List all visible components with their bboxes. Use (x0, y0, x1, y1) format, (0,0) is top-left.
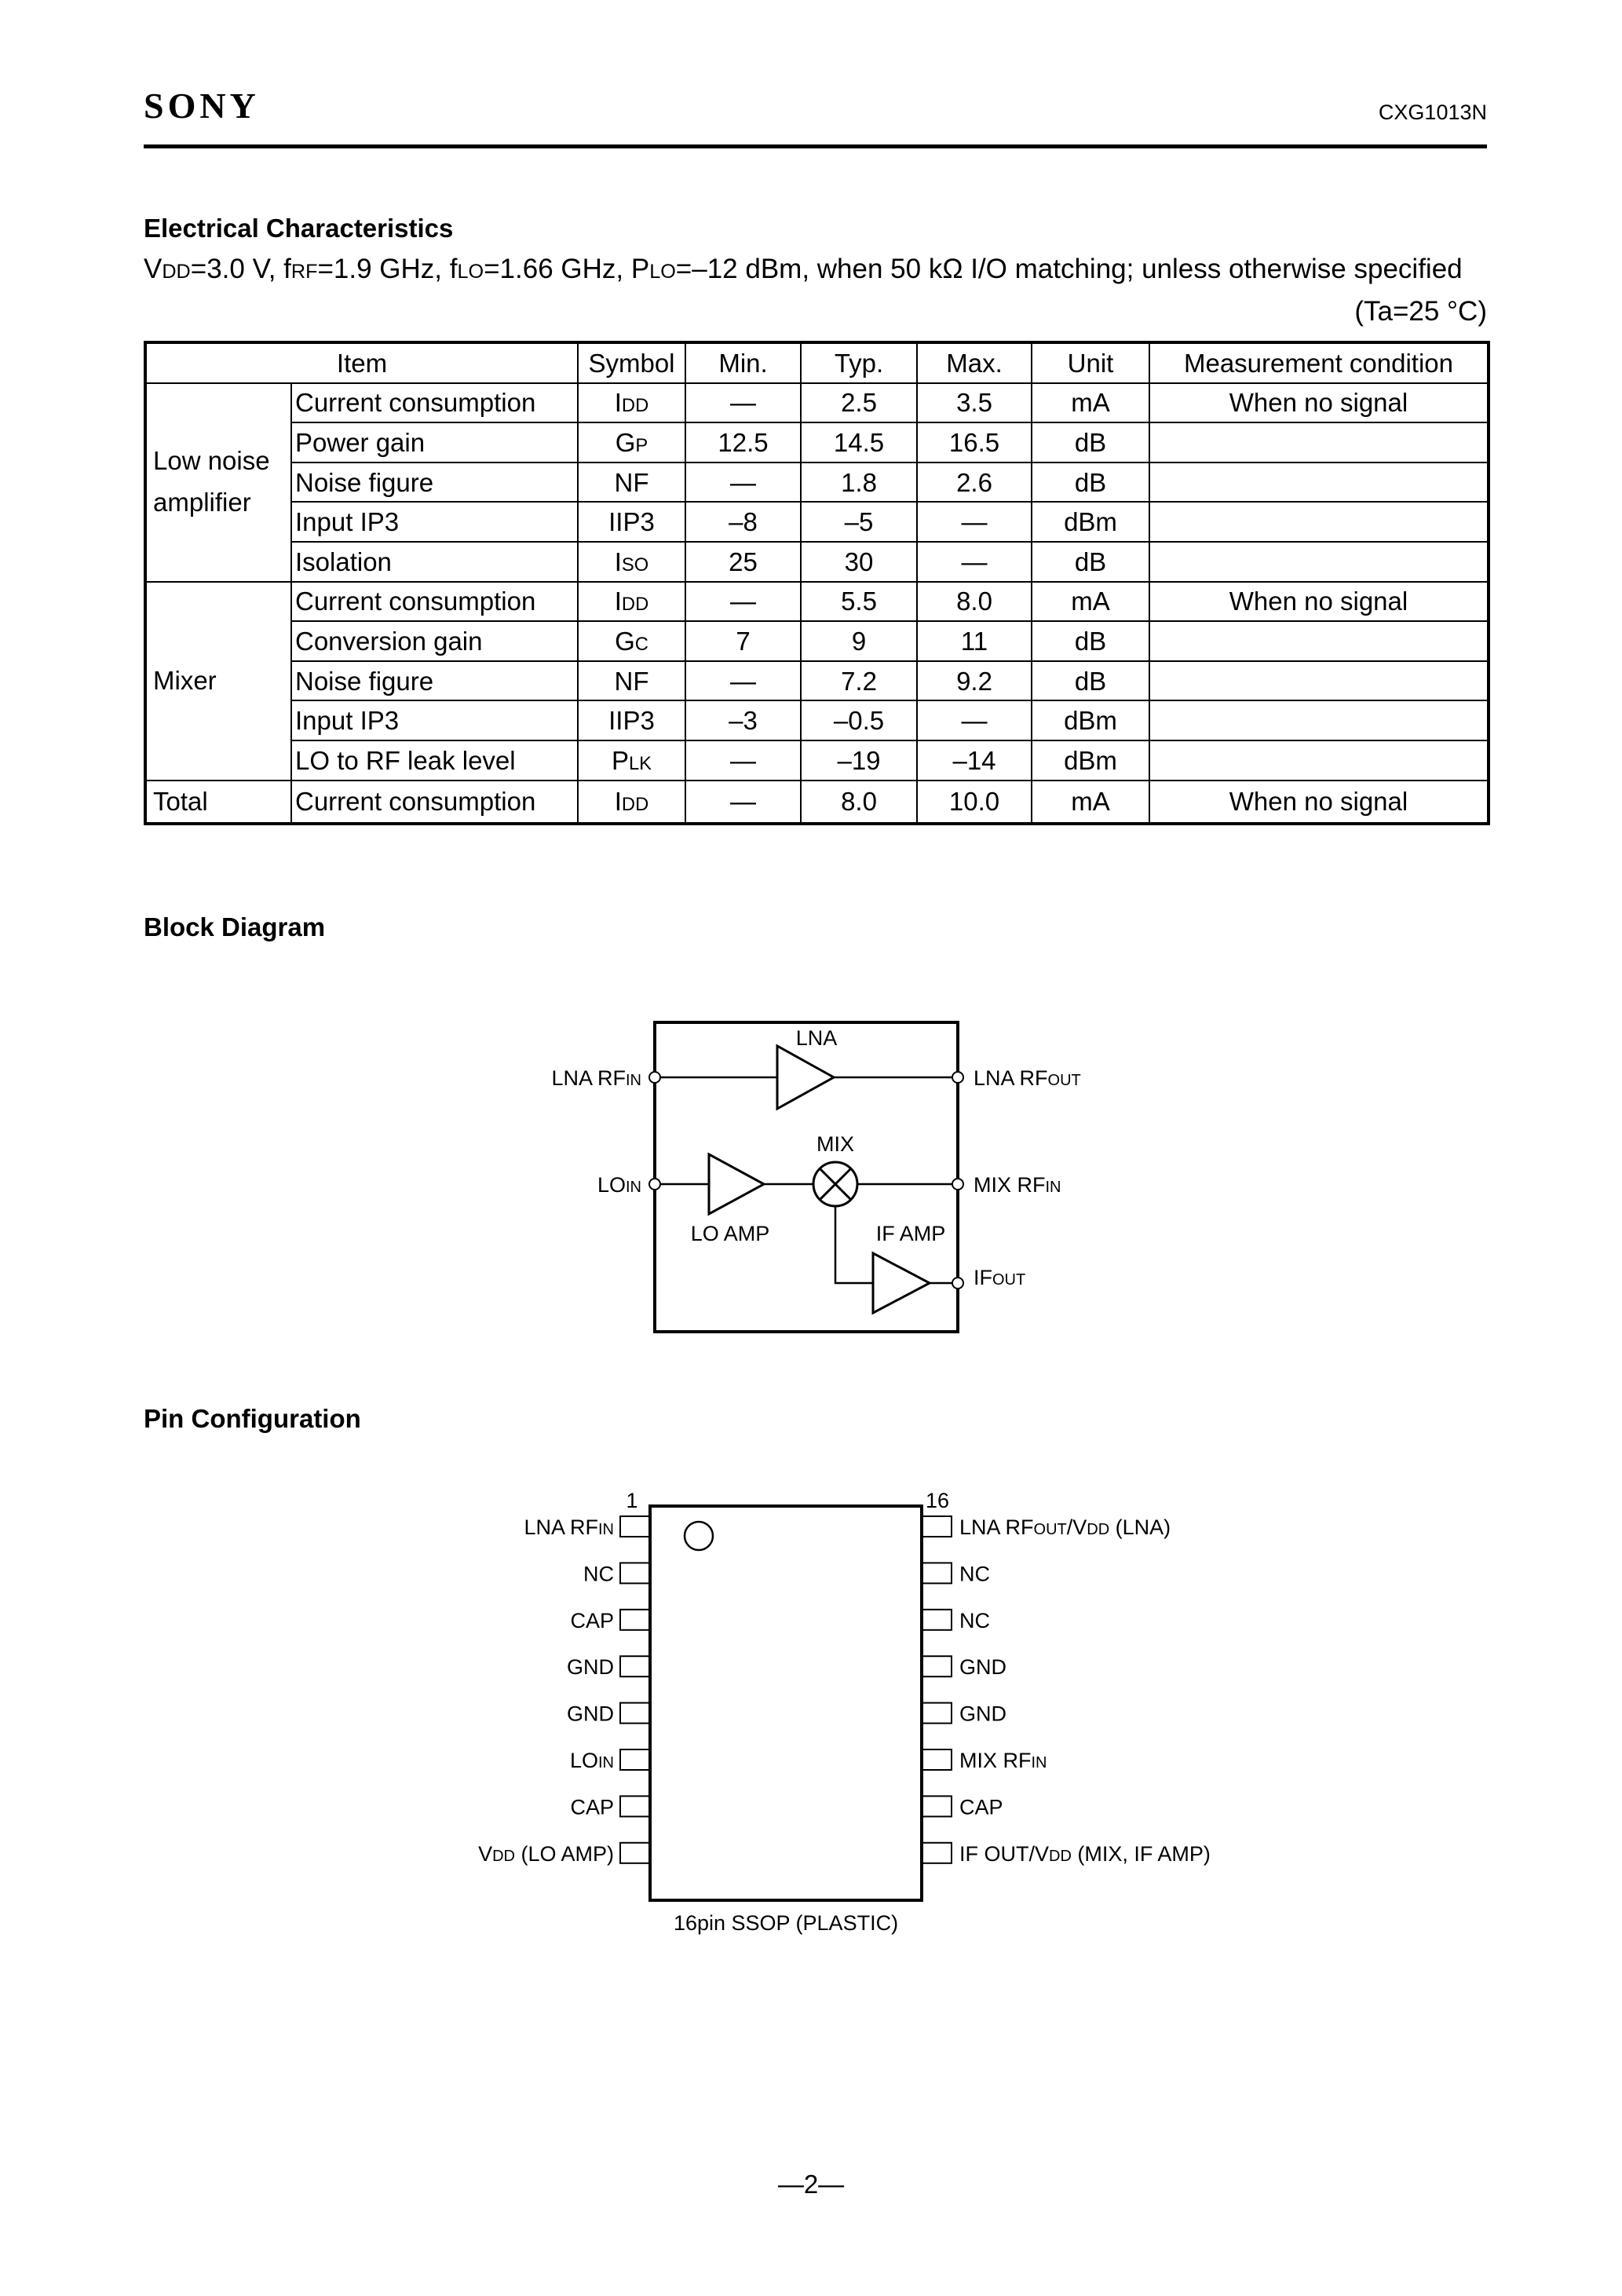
pin-label-right: NC (959, 1608, 990, 1632)
symbol-subscript: DD (621, 395, 649, 417)
test-conditions: VDD=3.0 V, fRF=1.9 GHz, fLO=1.66 GHz, PLO=–12 dBm, when 50 kΩ I/O matching; unless otherwise specified (144, 254, 1463, 284)
cell-item: Noise figure (291, 462, 578, 503)
cell-typ: 2.5 (801, 383, 917, 423)
cell-typ: 8.0 (801, 781, 917, 824)
cell-max: — (917, 542, 1032, 582)
pin-label-right: LNA RFOUT/VDD (LNA) (959, 1515, 1171, 1539)
pin-label-left: CAP (570, 1608, 614, 1632)
pin-label-left: LNA RFIN (524, 1515, 614, 1539)
header-typ: Typ. (801, 342, 917, 383)
symbol-subscript: DD (621, 594, 649, 616)
cell-unit: dB (1032, 621, 1149, 661)
symbol-subscript: DD (621, 794, 649, 816)
cell-max: 8.0 (917, 582, 1032, 622)
cell-min: — (685, 781, 801, 824)
cell-condition: When no signal (1149, 582, 1489, 622)
pin-label-right: IF OUT/VDD (MIX, IF AMP) (959, 1841, 1211, 1866)
mix-rfin-terminal (952, 1179, 963, 1190)
symbol-base: G (615, 427, 636, 457)
lna-rfin-label: LNA RFIN (551, 1066, 641, 1090)
cell-max: 2.6 (917, 462, 1032, 503)
electrical-characteristics-title: Electrical Characteristics (144, 214, 454, 243)
pin-label-right: CAP (959, 1795, 1003, 1819)
cell-max: 10.0 (917, 781, 1032, 824)
brand-logo: SONY (144, 86, 260, 126)
cell-max: –14 (917, 740, 1032, 781)
lna-label: LNA (795, 1026, 838, 1050)
cell-max: — (917, 502, 1032, 542)
mix-to-if-line (835, 1206, 873, 1283)
cell-typ: –5 (801, 502, 917, 542)
pin-label-left: GND (567, 1655, 614, 1680)
cell-min: –3 (685, 700, 801, 740)
cell-item: Input IP3 (291, 700, 578, 740)
pin-label-left: GND (567, 1702, 614, 1726)
pin-label-left: NC (583, 1562, 614, 1586)
cell-unit: dB (1032, 542, 1149, 582)
cell-max: 9.2 (917, 661, 1032, 701)
ifout-label: IFOUT (974, 1266, 1026, 1289)
lo-amp-label: LO AMP (690, 1222, 770, 1245)
pin-configuration-title: Pin Configuration (144, 1404, 361, 1433)
cell-typ: 5.5 (801, 582, 917, 622)
cell-max: 3.5 (917, 383, 1032, 423)
pin-label-right: GND (959, 1655, 1006, 1680)
cell-condition: When no signal (1149, 383, 1489, 423)
cell-min: — (685, 582, 801, 622)
header-symbol: Symbol (578, 342, 685, 383)
cell-min: 7 (685, 621, 801, 661)
cell-max: — (917, 700, 1032, 740)
page-number: —2— (777, 2170, 845, 2199)
pin16-number: 16 (925, 1489, 950, 1512)
ic-outline (655, 1022, 958, 1332)
cell-item: LO to RF leak level (291, 740, 578, 781)
if-amp-symbol (873, 1253, 930, 1313)
cell-item: Conversion gain (291, 621, 578, 661)
symbol-base: I (614, 547, 622, 576)
symbol-subscript: C (634, 633, 648, 655)
mix-rfin-label: MIX RFIN (974, 1173, 1061, 1197)
lna-rfout-terminal (952, 1072, 963, 1083)
block-diagram-title: Block Diagram (144, 912, 326, 941)
cell-unit: mA (1032, 582, 1149, 622)
header-min: Min. (685, 342, 801, 383)
loin-terminal (649, 1179, 660, 1190)
group-label-lna: Low noise amplifier (145, 383, 291, 582)
package-label: 16pin SSOP (PLASTIC) (673, 1911, 899, 1935)
if-amp-label: IF AMP (875, 1222, 946, 1245)
cell-unit: dB (1032, 462, 1149, 503)
header-item: Item (145, 342, 578, 383)
pin1-number: 1 (626, 1489, 638, 1512)
cell-typ: 30 (801, 542, 917, 582)
symbol-base: IIP3 (608, 507, 655, 537)
cell-min: — (685, 383, 801, 423)
cell-typ: 7.2 (801, 661, 917, 701)
loin-label: LOIN (597, 1173, 641, 1197)
header-unit: Unit (1032, 342, 1149, 383)
symbol-subscript: SO (621, 554, 649, 576)
pin-label-right: GND (959, 1702, 1006, 1726)
lo-amp-symbol (709, 1154, 764, 1214)
cell-item: Current consumption (291, 383, 578, 423)
cell-typ: 1.8 (801, 462, 917, 503)
symbol-base: G (615, 626, 635, 656)
cell-unit: dBm (1032, 502, 1149, 542)
pin-label-left: CAP (570, 1795, 614, 1819)
cell-typ: –0.5 (801, 700, 917, 740)
symbol-subscript: P (635, 434, 648, 456)
cell-item: Current consumption (291, 582, 578, 622)
cell-item: Noise figure (291, 661, 578, 701)
symbol-base: P (611, 745, 629, 775)
cell-unit: dBm (1032, 740, 1149, 781)
symbol-base: I (614, 388, 622, 418)
pin-label-right: MIX RFIN (959, 1749, 1047, 1772)
symbol-subscript: LK (628, 752, 652, 774)
cell-min: 12.5 (685, 422, 801, 462)
symbol-base: NF (614, 467, 649, 497)
cell-max: 11 (917, 621, 1032, 661)
cell-min: 25 (685, 542, 801, 582)
cell-min: –8 (685, 502, 801, 542)
cell-unit: dB (1032, 422, 1149, 462)
cell-min: — (685, 740, 801, 781)
cell-max: 16.5 (917, 422, 1032, 462)
cell-unit: dBm (1032, 700, 1149, 740)
cell-item: Isolation (291, 542, 578, 582)
cell-min: — (685, 462, 801, 503)
header-condition: Measurement condition (1149, 342, 1489, 383)
cell-unit: dB (1032, 661, 1149, 701)
mix-label: MIX (816, 1132, 855, 1156)
symbol-base: I (614, 587, 622, 616)
symbol-base: NF (614, 666, 649, 696)
header-max: Max. (917, 342, 1032, 383)
part-number: CXG1013N (1378, 101, 1487, 124)
cell-unit: mA (1032, 383, 1149, 423)
group-label-mixer: Mixer (145, 582, 291, 781)
cell-condition: When no signal (1149, 781, 1489, 824)
group-label-total: Total (145, 781, 291, 824)
cell-item: Power gain (291, 422, 578, 462)
cell-typ: 14.5 (801, 422, 917, 462)
pin-label-left: VDD (LO AMP) (478, 1841, 614, 1866)
ifout-terminal (952, 1278, 963, 1289)
lna-amp-symbol (777, 1046, 834, 1109)
cell-min: — (685, 661, 801, 701)
cell-typ: –19 (801, 740, 917, 781)
lna-rfin-terminal (649, 1072, 660, 1083)
ambient-temperature: (Ta=25 °C) (1354, 296, 1487, 327)
cell-unit: mA (1032, 781, 1149, 824)
cell-item: Current consumption (291, 781, 578, 824)
pin-label-right: NC (959, 1562, 990, 1586)
cell-item: Input IP3 (291, 502, 578, 542)
symbol-base: IIP3 (608, 706, 655, 736)
symbol-base: I (614, 787, 622, 817)
lna-rfout-label: LNA RFOUT (974, 1066, 1081, 1090)
pin-label-left: LOIN (569, 1749, 614, 1772)
cell-typ: 9 (801, 621, 917, 661)
